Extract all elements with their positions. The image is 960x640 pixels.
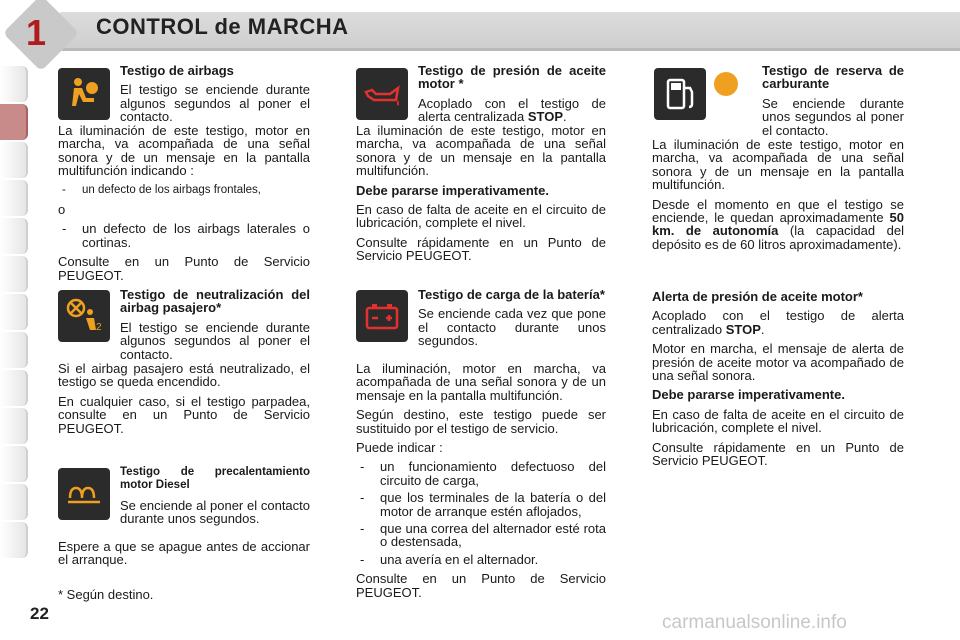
- airbag-list: [58, 184, 310, 197]
- oil-p4: Consulte rápidamente en un Punto de Servicio PEUGEOT.: [356, 234, 606, 264]
- oil-alert-p3: Debe pararse imperativamente.: [652, 387, 845, 403]
- header-rule: [60, 48, 960, 51]
- battery-intro: Se enciende cada vez que pone el contacto durante unos segundos.: [418, 306, 606, 349]
- chapter-tab-active[interactable]: [0, 104, 28, 140]
- oil-alert-p4: En caso de falta de aceite en el circuito de lubricación, complete el nivel.: [652, 406, 904, 436]
- battery-section: [356, 362, 606, 605]
- battery-p4: Consulte en un Punto de Servicio PEUGEOT.: [356, 571, 606, 600]
- battery-p1: La iluminación, motor en marcha, va acompañada de una señal sonora y de un mensaje en la pantalla multifunción.: [356, 361, 606, 403]
- chapter-number: 1: [26, 12, 47, 53]
- passenger-airbag-intro: El testigo se enciende durante algunos segundos al poner el contacto.: [120, 319, 310, 362]
- oil-alert-p5: Consulte rápidamente en un Punto de Servicio PEUGEOT.: [652, 439, 904, 469]
- oil-alert-p1a: Acoplado con el testigo de alerta centralizado: [652, 308, 904, 337]
- passenger-airbag-p1: Si el airbag pasajero está neutralizado, el testigo se queda encendido.: [58, 361, 310, 390]
- oil-title: Testigo de presión de aceite motor *: [418, 63, 606, 92]
- fuel-header: [762, 64, 904, 143]
- airbag-intro: El testigo se enciende durante algunos segundos al poner el contacto.: [120, 82, 310, 125]
- list-item: - que los terminales de la batería o del motor de arranque estén aflojados,: [356, 491, 606, 518]
- chapter-tab[interactable]: [0, 180, 28, 216]
- fuel-p2a: Desde el momento en que el testigo se enciende, le quedan aproximadamente: [652, 196, 904, 226]
- preheat-title: Testigo de precalentamiento motor Diesel: [120, 466, 310, 492]
- battery-p3: Puede indicar :: [356, 440, 443, 456]
- battery-charge-icon: [356, 290, 408, 342]
- passenger-airbag-off-icon: [58, 290, 110, 342]
- footnote: [58, 588, 310, 607]
- chapter-tab[interactable]: [0, 522, 28, 558]
- oil-intro-text: Acoplado con el testigo de alerta centralizada: [418, 95, 606, 125]
- fuel-p1: La iluminación de este testigo, motor en marcha, va acompañada de una señal sonora y de un mensaje en la pantalla multifunción.: [652, 137, 904, 193]
- preheat-header: [120, 466, 310, 532]
- list-item: - que una correa del alternador esté rota o destensada,: [356, 522, 606, 549]
- chapter-tab[interactable]: [0, 218, 28, 254]
- stop-label: STOP: [725, 321, 761, 337]
- list-item: - un defecto de los airbags frontales,: [58, 184, 310, 197]
- battery-causes-list: [356, 460, 606, 566]
- oil-pressure-icon: [356, 68, 408, 120]
- chapter-tab[interactable]: [0, 66, 28, 102]
- preheat-intro: Se enciende al poner el contacto durante unos segundos.: [120, 497, 310, 527]
- fuel-section: [652, 138, 904, 257]
- warning-color-dot: [714, 72, 738, 96]
- fuel-intro: Se enciende durante unos segundos al poner el contacto.: [762, 95, 904, 138]
- oil-intro-end: .: [563, 109, 567, 125]
- fuel-range: 50 km. de autonomía: [652, 210, 904, 239]
- airbag-warning-icon: [58, 68, 110, 120]
- passenger-airbag-section: [58, 362, 310, 441]
- chapter-tab[interactable]: [0, 408, 28, 444]
- list-item: - un funcionamiento defectuoso del circuito de carga,: [356, 460, 606, 487]
- list-item: - una avería en el alternador.: [356, 553, 606, 566]
- airbag-list-2: [58, 222, 310, 249]
- passenger-airbag-header: [120, 288, 310, 367]
- oil-intro: [418, 97, 606, 124]
- fuel-p2: [652, 198, 904, 252]
- oil-p1: La iluminación de este testigo, motor en marcha, va acompañada de una señal sonora y de un mensaje en la pantalla multifunción.: [356, 123, 606, 179]
- battery-header: [418, 288, 606, 354]
- list-item: - un defecto de los airbags laterales o cortinas.: [58, 222, 310, 249]
- preheat-section: [58, 540, 310, 573]
- oil-alert-title: Alerta de presión de aceite motor*: [652, 289, 863, 304]
- chapter-tabs: [0, 66, 30, 560]
- oil-p2: Debe pararse imperativamente.: [356, 182, 549, 198]
- airbag-p2: Consulte en un Punto de Servicio PEUGEOT.: [58, 254, 310, 283]
- airbag-or: o: [58, 202, 66, 218]
- passenger-airbag-p2: En cualquier caso, si el testigo parpadea, consulte en un Punto de Servicio PEUGEOT.: [58, 393, 310, 436]
- chapter-tab[interactable]: [0, 484, 28, 520]
- passenger-airbag-title: Testigo de neutralización del airbag pasajero*: [120, 287, 310, 316]
- battery-title: Testigo de carga de la batería*: [418, 287, 605, 302]
- airbag-title: Testigo de airbags: [120, 63, 234, 78]
- chapter-tab[interactable]: [0, 332, 28, 368]
- fuel-p2c: (la capacidad del depósito es de 60 litros aproximadamente).: [652, 223, 904, 252]
- oil-header: [418, 64, 606, 130]
- oil-section: [356, 124, 606, 269]
- fuel-reserve-icon: [654, 68, 706, 120]
- svg-text:2: 2: [96, 322, 102, 333]
- airbag-section: [58, 124, 310, 288]
- airbag-p1: La iluminación de este testigo, motor en marcha, va acompañada de una señal sonora y de un mensaje en la pantalla multifunción indicando :: [58, 123, 310, 179]
- chapter-tab[interactable]: [0, 294, 28, 330]
- stop-label: STOP: [527, 109, 564, 125]
- fuel-title: Testigo de reserva de carburante: [762, 63, 904, 92]
- header: [0, 0, 960, 58]
- oil-alert-p1c: .: [760, 321, 765, 337]
- page-number: 22: [30, 604, 49, 623]
- chapter-tab[interactable]: [0, 446, 28, 482]
- preheat-p1: Espere a que se apague antes de accionar el arranque.: [58, 539, 310, 568]
- chapter-tab[interactable]: [0, 256, 28, 292]
- footnote-text: * Según destino.: [58, 587, 154, 602]
- oil-alert-p1: [652, 309, 904, 336]
- chapter-tab[interactable]: [0, 142, 28, 178]
- oil-alert-section: [652, 290, 904, 473]
- chapter-tab[interactable]: [0, 370, 28, 406]
- watermark: carmanualsonline.info: [662, 612, 847, 633]
- airbag-header-block: [120, 64, 310, 130]
- page-title: CONTROL de MARCHA: [96, 14, 349, 39]
- battery-p2: Según destino, este testigo puede ser sustituido por el testigo de servicio.: [356, 407, 606, 436]
- oil-alert-p2: Motor en marcha, el mensaje de alerta de presión de aceite motor va acompañado de una señal sonora.: [652, 341, 904, 384]
- glow-plug-icon: [58, 468, 110, 520]
- oil-p3: En caso de falta de aceite en el circuito de lubricación, complete el nivel.: [356, 202, 606, 231]
